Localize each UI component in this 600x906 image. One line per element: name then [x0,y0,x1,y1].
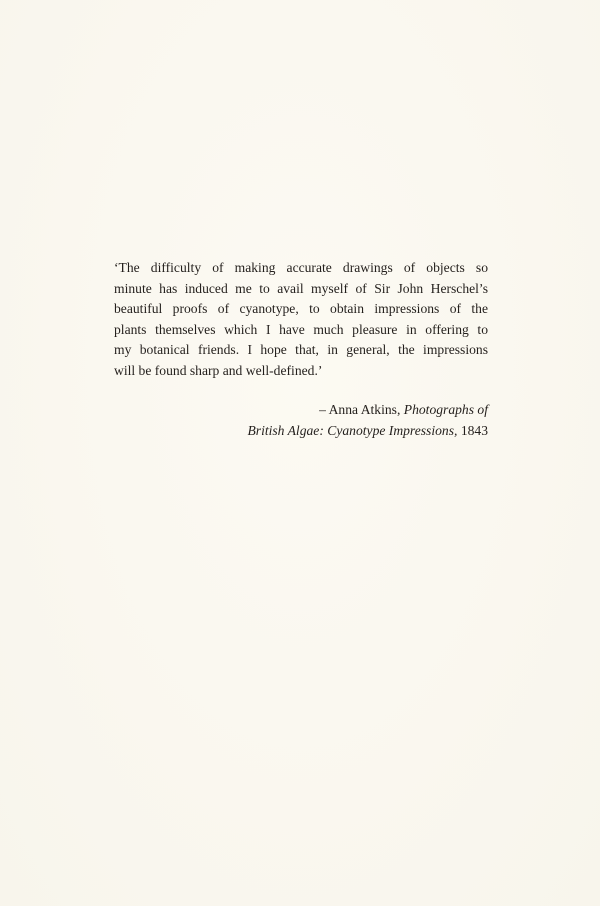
quote-text [114,258,488,381]
attribution [114,400,488,441]
quote-line: ‘The difficulty of making accurate drawings of objects so [114,260,488,275]
attribution-line-1 [114,400,488,421]
epigraph [114,258,488,441]
quote-line: beautiful proofs of cyanotype, to obtain impressions of the [114,301,488,316]
quote-line: will be found sharp and well-defined.’ [114,362,323,378]
publication-year: 1843 [460,422,488,438]
quote-line: my botanical friends. I hope that, in general, the impressions [114,342,488,357]
quote-line: plants themselves which I have much pleasure in offering to [114,321,488,337]
work-title-part-1: Photographs of [403,402,488,417]
author-name: – Anna Atkins, [319,402,401,417]
attribution-line-2 [114,421,488,442]
work-title-part-2: British Algae: Cyanotype Impressions, [247,422,458,438]
quote-line: minute has induced me to avail myself of Sir John Herschel’s [114,280,488,296]
